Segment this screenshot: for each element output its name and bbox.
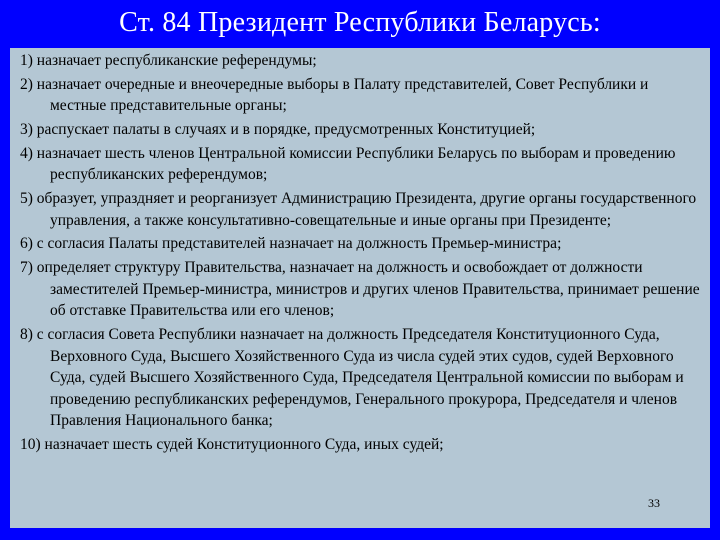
list-item: 3) распускает палаты в случаях и в порядке, предусмотренных Конституцией; [20,121,536,139]
content-panel [10,48,710,528]
list-item: 6) с согласия Палаты представителей назначает на должность Премьер-министра; [20,235,562,253]
page-number: 33 [648,496,660,510]
list-item: 8) с согласия Совета Республики назначает на должность Председателя Конституционного Суда, Верховного Суда, Высшего Хозяйственного Суда из числа судей этих судов, судей Верховного Суда, судей Высшего Хозяйственного Суда, Председателя Центральной комиссии по выборам и проведению республиканских референдумов, Генерального прокурора, Председателя и членов Правления Национального банка; [20,326,684,430]
list-item: 2) назначает очередные и внеочередные выборы в Палату представителей, Совет Республики и местные представительные органы; [20,75,649,115]
list-item: 4) назначает шесть членов Центральной комиссии Республики Беларусь по выборам и проведению республиканских референдумов; [20,144,676,184]
list-item: 1) назначает республиканские референдумы; [20,52,317,69]
list-item: 5) образует, упраздняет и реорганизует Администрацию Президента, другие органы государственного управления, а также консультативно-совещательные и иные органы при Президенте; [20,190,697,229]
list-item: 10) назначает шесть судей Конституционного Суда, иных судей; [20,435,444,453]
article-list [20,50,702,455]
list-item: 7) определяет структуру Правительства, назначает на должность и освобождает от должности заместителей Премьер-министра, министров и других членов Правительства, принимает решение об отставке Правительства или его членов; [20,259,700,320]
slide-title: Ст. 84 Президент Республики Беларусь: [119,7,601,38]
